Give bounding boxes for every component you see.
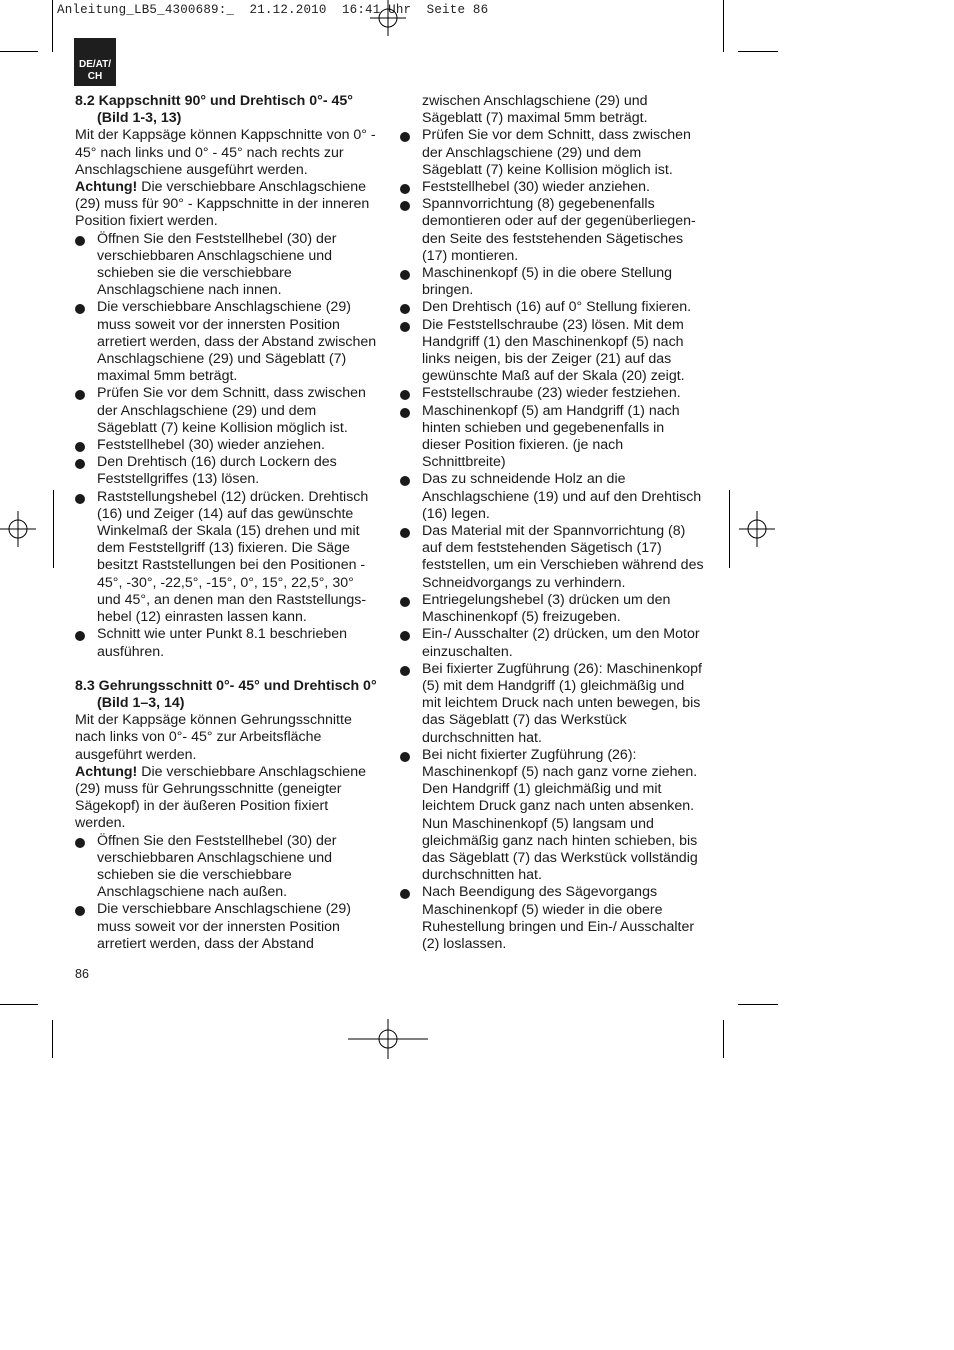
bullet-icon [75, 631, 85, 641]
section-heading: 8.3 Gehrungsschnitt 0°- 45° und Drehtisch 0° (Bild 1–3, 14) [75, 677, 377, 711]
section-heading: 8.2 Kappschnitt 90° und Drehtisch 0°- 45° (Bild 1-3, 13) [75, 93, 353, 127]
bullet-icon [75, 304, 85, 314]
list-item-text: Ein-/ Ausschalter (2) drücken, um den Motor einzuschalten. [422, 626, 700, 660]
list-item [400, 385, 705, 402]
list-item [400, 317, 705, 386]
crop-mark [738, 1004, 778, 1005]
language-tab-line: CH [87, 71, 103, 82]
list-item-text: Öffnen Sie den Feststellhebel (30) der verschiebbaren Anschlagschiene und schieben sie die verschiebbare Anschlagschiene nach außen. [97, 832, 337, 901]
list-item-text: Die verschiebbare Anschlagschiene (29) muss soweit vor der innersten Position arretiert werden, dass der Abstand [97, 901, 351, 952]
bullet-icon [400, 408, 410, 418]
list-item-text: Öffnen Sie den Feststellhebel (30) der verschiebbaren Anschlagschiene und schieben sie die verschiebbare Anschlagschiene nach innen. [97, 230, 337, 299]
right-column [400, 93, 705, 953]
bullet-icon [75, 494, 85, 504]
list-item [75, 299, 380, 385]
list-item-text: Prüfen Sie vor dem Schnitt, dass zwischen der Anschlagschiene (29) und dem Sägeblatt (7) keine Kollision möglich ist. [97, 385, 366, 436]
crop-mark [53, 490, 54, 568]
list-item [400, 179, 705, 196]
bullet-icon [400, 476, 410, 486]
warning-paragraph [75, 179, 380, 231]
crop-mark [52, 1020, 53, 1058]
bullet-icon [400, 184, 410, 194]
list-item [400, 471, 705, 523]
list-item [75, 437, 380, 454]
paragraph: Mit der Kappsäge können Gehrungsschnitte nach links von 0°- 45° zur Arbeitsfläche ausgeführt werden. [75, 712, 352, 763]
list-item [75, 454, 380, 488]
registration-mark-icon [348, 1019, 428, 1059]
list-item [400, 661, 705, 747]
list-item [75, 385, 380, 437]
list-item-text: Feststellschraube (23) wieder festziehen. [422, 385, 681, 402]
bullet-icon [400, 889, 410, 899]
registration-mark-icon [0, 509, 40, 549]
list-item-text: Die Feststellschraube (23) lösen. Mit dem Handgriff (1) den Maschinenkopf (5) nach links neigen, bis der Zeiger (21) auf das gewünschte Maß auf der Skala (20) zeigt. [422, 316, 685, 385]
bullet-icon [400, 752, 410, 762]
list-item-text: Feststellhebel (30) wieder anziehen. [97, 437, 325, 454]
crop-mark [0, 1004, 38, 1005]
crop-mark [52, 0, 53, 52]
list-item-text: Prüfen Sie vor dem Schnitt, dass zwischen der Anschlagschiene (29) und dem Sägeblatt (7) keine Kollision möglich ist. [422, 127, 691, 178]
list-item-text: Das Material mit der Spannvorrichtung (8) auf dem feststehenden Sägetisch (17) feststellen, um ein Verschieben während des Schneidvorgangs zu verhindern. [422, 523, 704, 591]
warning-label: Achtung! [75, 179, 138, 196]
crop-mark [0, 51, 38, 52]
list-item-text: Bei fixierter Zugführung (26): Maschinenkopf (5) mit dem Handgriff (1) gleichmäßig und mit leichtem Druck nach unten bewegen, bis das Sägeblatt (7) das Werkstück durchschnitten hat. [422, 660, 702, 746]
crop-mark [723, 1020, 724, 1058]
bullet-icon [400, 270, 410, 280]
list-item-text: Den Drehtisch (16) auf 0° Stellung fixieren. [422, 299, 692, 316]
list-item [75, 231, 380, 300]
list-item-text: Schnitt wie unter Punkt 8.1 beschrieben ausführen. [97, 626, 348, 660]
list-item [400, 403, 705, 472]
bullet-icon [75, 442, 85, 452]
warning-text: Die verschiebbare Anschlagschiene (29) muss für Gehrungsschnitte (geneigter Sägekopf) in der äußeren Position fixiert werden. [75, 763, 366, 832]
bullet-icon [75, 838, 85, 848]
bullet-icon [400, 597, 410, 607]
bullet-icon [75, 906, 85, 916]
bullet-icon [75, 390, 85, 400]
bullet-icon [400, 390, 410, 400]
bullet-icon [400, 631, 410, 641]
warning-label: Achtung! [75, 763, 138, 780]
list-item-text: Bei nicht fixierter Zugführung (26): Maschinenkopf (5) nach ganz vorne ziehen. Den Handgriff (1) gleichmäßig und mit leichtem Druck ganz nach unten absenken. Nun Maschinenkopf (5) langsam und gleichmäßig ganz nach hinten schieben, bis das Sägeblatt (7) das Werkstück vollständig durchschnitten hat. [422, 746, 698, 884]
list-item [400, 196, 705, 265]
list-item [75, 901, 380, 953]
print-header: Anleitung_LB5_4300689:_ 21.12.2010 16:41 Uhr Seite 86 [57, 3, 489, 17]
bullet-icon [400, 201, 410, 211]
list-item [400, 265, 705, 299]
registration-mark-icon [737, 509, 777, 549]
continued-text: zwischen Anschlagschiene (29) und Sägeblatt (7) maximal 5mm beträgt. [422, 93, 648, 127]
list-item-text: Das zu schneidende Holz an die Anschlagschiene (19) und auf den Drehtisch (16) legen. [422, 471, 702, 522]
list-item-text: Entriegelungshebel (3) drücken um den Maschinenkopf (5) freizugeben. [422, 591, 671, 626]
list-item [400, 747, 705, 885]
registration-mark-icon [368, 0, 408, 40]
list-item-text: Maschinenkopf (5) am Handgriff (1) nach hinten schieben und gegebenenfalls in dieser Position fixieren. (je nach Schnittbreite) [422, 402, 680, 471]
list-item-text: Raststellungshebel (12) drücken. Drehtisch (16) und Zeiger (14) auf das gewünschte Winkelmaß der Skala (15) drehen und mit dem Feststellgriff (13) fixieren. Die Säge besitzt Raststellungen bei den Positionen - 45°, -30°, -22,5°, -15°, 0°, 15°, 22,5°, 30° und 45°, an denen man den Raststellungs-hebel (12) einrasten lassen kann. [97, 488, 369, 626]
list-item [400, 592, 705, 626]
list-item-text: Die verschiebbare Anschlagschiene (29) muss soweit vor der innersten Position arretiert werden, dass der Abstand zwischen Anschlagschiene (29) und Sägeblatt (7) maximal 5mm beträgt. [97, 299, 377, 385]
bullet-icon [75, 236, 85, 246]
list-item [400, 626, 705, 660]
list-item-text: Spannvorrichtung (8) gegebenenfalls demontieren oder auf der gegenüberliegen-den Seite des feststehenden Sägetisches (17) montieren. [422, 196, 696, 264]
list-item [75, 489, 380, 627]
list-item-text: Maschinenkopf (5) in die obere Stellung bringen. [422, 265, 673, 299]
list-item [75, 626, 380, 660]
list-item [400, 523, 705, 592]
left-column [75, 93, 380, 953]
warning-text: Die verschiebbare Anschlagschiene (29) muss für 90° - Kappschnitte in der inneren Position fixiert werden. [75, 179, 370, 230]
list-item [400, 884, 705, 953]
list-item [400, 127, 705, 179]
list-item-text: Nach Beendigung des Sägevorgangs Maschinenkopf (5) wieder in die obere Ruhestellung bringen und Ein-/ Ausschalter (2) loslassen. [422, 884, 695, 952]
language-tab [74, 38, 116, 86]
paragraph: Mit der Kappsäge können Kappschnitte von 0° - 45° nach links und 0° - 45° nach rechts zur Anschlagschiene ausgeführt werden. [75, 127, 376, 178]
list-item [400, 299, 705, 316]
bullet-icon [400, 666, 410, 676]
list-item-text: Feststellhebel (30) wieder anziehen. [422, 179, 650, 196]
crop-mark [729, 490, 730, 568]
bullet-icon [400, 304, 410, 314]
crop-mark [738, 51, 778, 52]
bullet-icon [400, 132, 410, 142]
bullet-icon [400, 528, 410, 538]
list-item [75, 833, 380, 902]
list-item-text: Den Drehtisch (16) durch Lockern des Feststellgriffes (13) lösen. [97, 454, 337, 488]
page-number: 86 [75, 967, 89, 981]
warning-paragraph [75, 764, 380, 833]
crop-mark [723, 0, 724, 52]
language-tab-line: DE/AT/ [78, 59, 112, 70]
bullet-icon [75, 459, 85, 469]
bullet-icon [400, 322, 410, 332]
